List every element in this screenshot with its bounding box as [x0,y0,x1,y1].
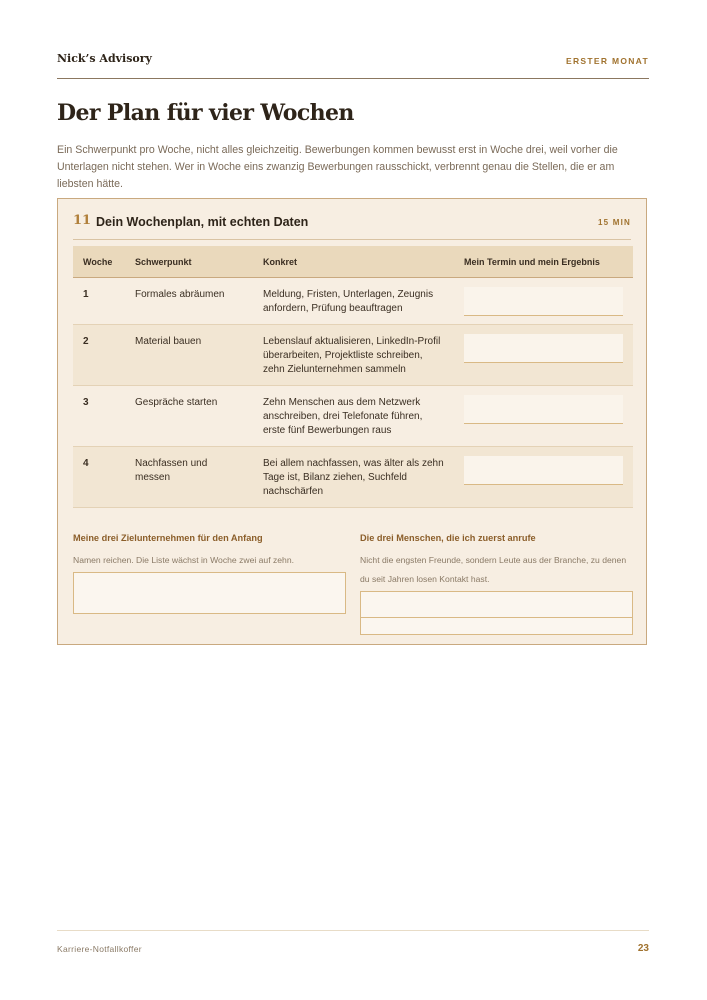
week-concrete: Bei allem nachfassen, was älter als zehn Tage ist, Bilanz ziehen, Suchfeld nachschärfen [253,447,454,508]
column-header-focus: Schwerpunkt [125,246,253,278]
first-contacts-hint: Nicht die engsten Freunde, sondern Leute aus der Branche, zu denen du seit Jahren losen Kontakt hast. [360,555,627,584]
week-focus: Nachfassen und messen [125,447,253,508]
first-contacts-title: Die drei Menschen, die ich zuerst anrufe [360,533,536,543]
result-input-week-3[interactable] [464,395,623,424]
intro-paragraph: Ein Schwerpunkt pro Woche, nicht alles gleichzeitig. Bewerbungen kommen bewusst erst in Woche drei, weil vorher die Unterlagen nicht stehen. Wer in Woche eins zwanzig Bewerbungen rausschickt, verbrennt genau die Stellen, die er am liebsten hätte. [57,144,618,190]
page-footer [57,930,649,954]
week-plan-table [73,246,633,508]
column-header-result: Mein Termin und mein Ergebnis [454,246,633,278]
column-header-concrete: Konkret [253,246,454,278]
target-companies-section [73,533,346,614]
exercise-number: 11 [73,213,92,228]
table-header-row [73,246,633,278]
page-title: Der Plan für vier Wochen [57,100,354,126]
week-focus: Material bauen [125,325,253,386]
exercise-title: Dein Wochenplan, mit echten Daten [96,215,309,229]
page-header [57,50,649,79]
result-input-week-2[interactable] [464,334,623,363]
week-focus: Formales abräumen [125,278,253,325]
exercise-duration: 15 MIN [598,218,631,227]
table-row [73,386,633,447]
footer-title: Karriere-Notfallkoffer [57,944,142,954]
week-number: 3 [73,386,125,447]
table-row [73,447,633,508]
week-number: 2 [73,325,125,386]
exercise-header [73,211,631,240]
week-focus: Gespräche starten [125,386,253,447]
week-concrete: Meldung, Fristen, Unterlagen, Zeugnis anfordern, Prüfung beauftragen [253,278,454,325]
first-contacts-section [360,533,633,635]
section-label: ERSTER MONAT [566,56,649,66]
brand-name: Nick’s Advisory [57,52,152,65]
target-companies-title: Meine drei Zielunternehmen für den Anfang [73,533,263,543]
result-input-week-4[interactable] [464,456,623,485]
first-contacts-input[interactable] [360,591,633,635]
page-number: 23 [637,943,649,954]
column-header-week: Woche [73,246,125,278]
week-number: 1 [73,278,125,325]
exercise-card [57,198,647,645]
result-input-week-1[interactable] [464,287,623,316]
target-companies-input[interactable] [73,572,346,614]
week-concrete: Zehn Menschen aus dem Netzwerk anschreiben, drei Telefonate führen, erste fünf Bewerbungen raus [253,386,454,447]
week-concrete: Lebenslauf aktualisieren, LinkedIn-Profil überarbeiten, Projektliste schreiben, zehn Zielunternehmen sammeln [253,325,454,386]
input-divider [361,617,632,618]
table-row [73,325,633,386]
week-number: 4 [73,447,125,508]
table-row [73,278,633,325]
target-companies-hint: Namen reichen. Die Liste wächst in Woche zwei auf zehn. [73,555,294,565]
